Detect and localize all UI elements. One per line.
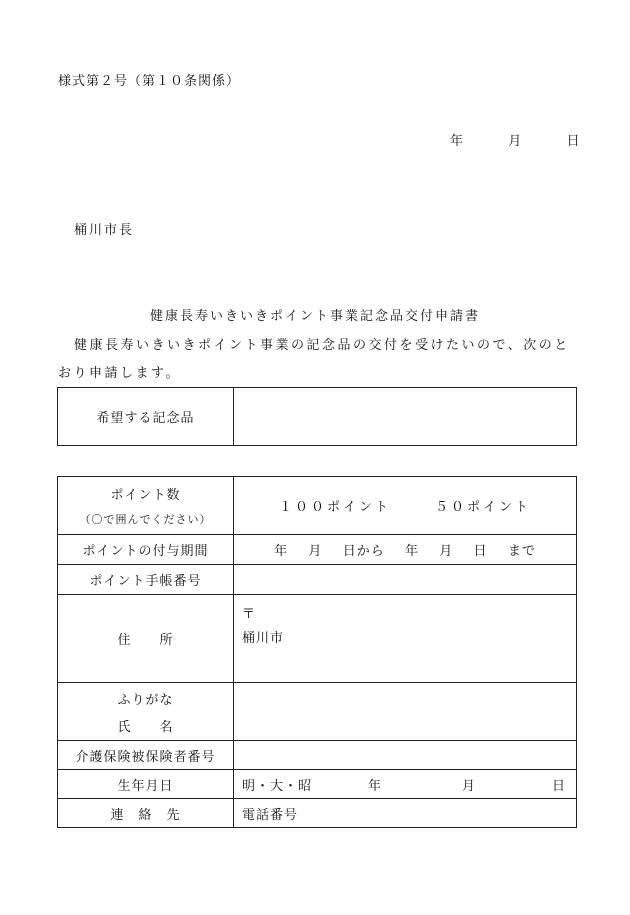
period-row	[58, 535, 577, 565]
birth-day: 日	[551, 778, 566, 794]
period-field[interactable]	[234, 535, 577, 565]
period-to-day: 日	[473, 544, 488, 559]
notebook-row	[58, 565, 577, 595]
date-year: 年	[450, 134, 465, 149]
points-options	[234, 477, 577, 535]
name-field[interactable]	[234, 683, 577, 741]
points-option-50[interactable]: ５０ポイント	[435, 500, 532, 515]
phone-label: 電話番号	[242, 807, 299, 823]
points-label-cell	[58, 477, 234, 535]
insurance-row	[58, 741, 577, 770]
points-label: ポイント数	[110, 488, 181, 503]
period-label: ポイントの付与期間	[58, 535, 234, 565]
intro-text: 健康長寿いきいきポイント事業の記念品の交付を受けたいので、次のとおり申請します。	[58, 338, 570, 381]
insurance-label: 介護保険被保険者番号	[58, 741, 234, 770]
furigana-label: ふりがな	[117, 692, 174, 708]
form-number: 様式第２号（第１０条関係）	[58, 74, 241, 89]
insurance-field[interactable]	[234, 741, 577, 770]
period-from-month: 月	[308, 544, 323, 559]
address-field[interactable]	[234, 595, 577, 683]
birth-eras: 明・大・昭	[242, 778, 313, 794]
address-city: 桶川市	[242, 631, 285, 646]
address-label: 住 所	[58, 595, 234, 683]
contact-label: 連 絡 先	[58, 799, 234, 828]
birth-field[interactable]	[234, 770, 577, 799]
date-day: 日	[566, 134, 581, 149]
contact-field[interactable]	[234, 799, 577, 828]
period-to-end: まで	[507, 544, 536, 559]
gift-table	[57, 387, 577, 446]
points-option-100[interactable]: １００ポイント	[278, 500, 391, 515]
application-table	[57, 476, 577, 828]
address-row	[58, 595, 577, 683]
period-from-year: 年	[274, 544, 289, 559]
birth-month: 月	[461, 778, 476, 794]
addressee: 桶川市長	[74, 223, 135, 238]
birth-row	[58, 770, 577, 799]
period-to-month: 月	[439, 544, 454, 559]
name-label: 氏 名	[117, 719, 174, 735]
name-row	[58, 683, 577, 741]
birth-label: 生年月日	[58, 770, 234, 799]
birth-year: 年	[367, 778, 382, 794]
period-from-day: 日から	[342, 544, 385, 559]
notebook-label: ポイント手帳番号	[58, 565, 234, 595]
postal-mark: 〒	[242, 607, 257, 622]
notebook-field[interactable]	[234, 565, 577, 595]
points-row	[58, 477, 577, 535]
contact-row	[58, 799, 577, 828]
date-line	[450, 130, 581, 149]
points-note: （〇で囲んでください）	[79, 513, 212, 526]
form-title: 健康長寿いきいきポイント事業記念品交付申請書	[149, 309, 480, 324]
date-month: 月	[508, 134, 523, 149]
gift-field[interactable]	[234, 388, 577, 446]
name-label-cell	[58, 683, 234, 741]
period-to-year: 年	[404, 544, 419, 559]
gift-label: 希望する記念品	[58, 388, 234, 446]
